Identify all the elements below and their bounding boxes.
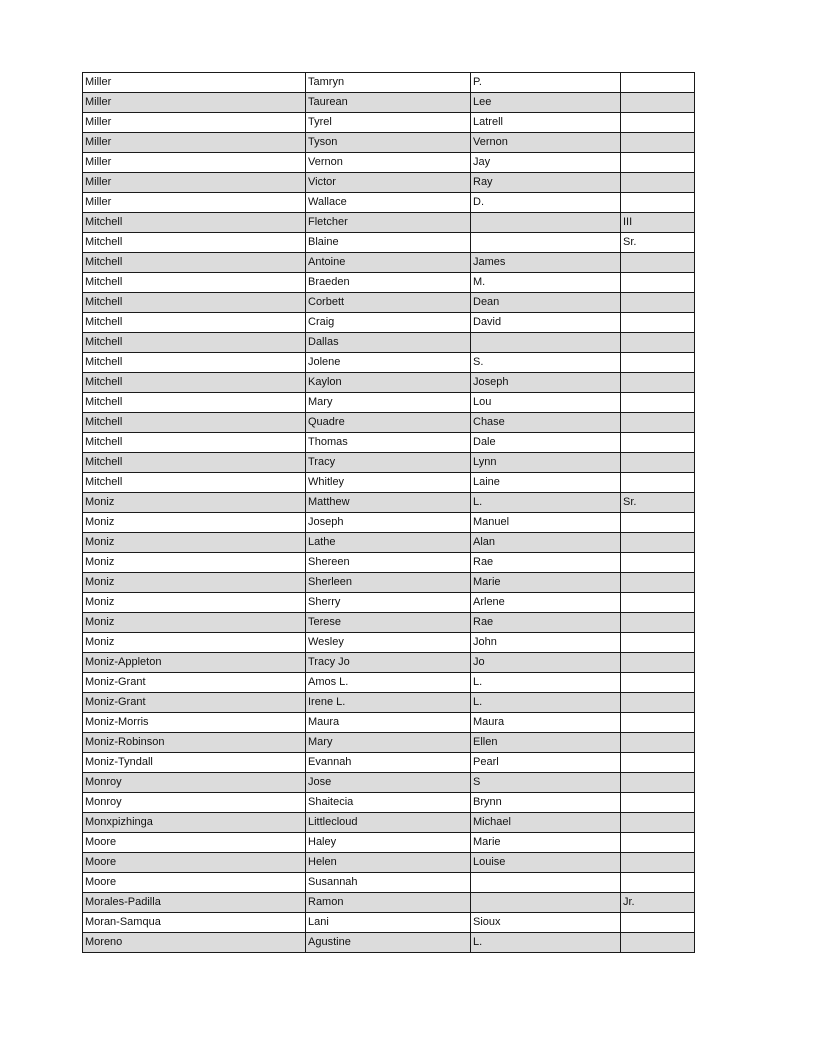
middle-name-cell: Brynn	[471, 793, 621, 813]
first-name-cell: Susannah	[306, 873, 471, 893]
last-name-cell: Miller	[83, 93, 306, 113]
middle-name-cell	[471, 333, 621, 353]
table-row	[83, 313, 695, 333]
suffix-cell: Jr.	[621, 893, 695, 913]
table-row	[83, 173, 695, 193]
table-row	[83, 633, 695, 653]
first-name-cell: Irene L.	[306, 693, 471, 713]
middle-name-cell: Sioux	[471, 913, 621, 933]
middle-name-cell: Alan	[471, 533, 621, 553]
first-name-cell: Wesley	[306, 633, 471, 653]
table-row	[83, 93, 695, 113]
last-name-cell: Mitchell	[83, 373, 306, 393]
suffix-cell	[621, 833, 695, 853]
suffix-cell	[621, 753, 695, 773]
last-name-cell: Miller	[83, 113, 306, 133]
table-row	[83, 613, 695, 633]
suffix-cell: Sr.	[621, 493, 695, 513]
first-name-cell: Shereen	[306, 553, 471, 573]
suffix-cell	[621, 273, 695, 293]
first-name-cell: Thomas	[306, 433, 471, 453]
table-row	[83, 873, 695, 893]
middle-name-cell: Dale	[471, 433, 621, 453]
table-row	[83, 713, 695, 733]
suffix-cell	[621, 293, 695, 313]
last-name-cell: Moniz	[83, 573, 306, 593]
last-name-cell: Miller	[83, 193, 306, 213]
suffix-cell	[621, 873, 695, 893]
middle-name-cell: Ellen	[471, 733, 621, 753]
last-name-cell: Monxpizhinga	[83, 813, 306, 833]
first-name-cell: Tracy	[306, 453, 471, 473]
table-row	[83, 413, 695, 433]
suffix-cell	[621, 793, 695, 813]
table-row	[83, 573, 695, 593]
middle-name-cell: Rae	[471, 553, 621, 573]
middle-name-cell: David	[471, 313, 621, 333]
last-name-cell: Monroy	[83, 793, 306, 813]
last-name-cell: Moniz-Morris	[83, 713, 306, 733]
middle-name-cell	[471, 213, 621, 233]
table-row	[83, 473, 695, 493]
suffix-cell	[621, 153, 695, 173]
last-name-cell: Mitchell	[83, 293, 306, 313]
suffix-cell	[621, 773, 695, 793]
first-name-cell: Blaine	[306, 233, 471, 253]
last-name-cell: Moniz	[83, 493, 306, 513]
middle-name-cell: M.	[471, 273, 621, 293]
table-row	[83, 833, 695, 853]
table-row	[83, 593, 695, 613]
table-row	[83, 333, 695, 353]
first-name-cell: Shaitecia	[306, 793, 471, 813]
first-name-cell: Agustine	[306, 933, 471, 953]
suffix-cell: III	[621, 213, 695, 233]
table-row	[83, 153, 695, 173]
first-name-cell: Taurean	[306, 93, 471, 113]
suffix-cell	[621, 313, 695, 333]
middle-name-cell: Jay	[471, 153, 621, 173]
first-name-cell: Craig	[306, 313, 471, 333]
suffix-cell	[621, 73, 695, 93]
first-name-cell: Tamryn	[306, 73, 471, 93]
suffix-cell	[621, 93, 695, 113]
last-name-cell: Moreno	[83, 933, 306, 953]
first-name-cell: Haley	[306, 833, 471, 853]
suffix-cell	[621, 133, 695, 153]
table-row	[83, 373, 695, 393]
first-name-cell: Quadre	[306, 413, 471, 433]
last-name-cell: Moore	[83, 873, 306, 893]
suffix-cell	[621, 733, 695, 753]
suffix-cell	[621, 713, 695, 733]
last-name-cell: Moniz	[83, 613, 306, 633]
last-name-cell: Miller	[83, 173, 306, 193]
table-row	[83, 733, 695, 753]
first-name-cell: Antoine	[306, 253, 471, 273]
first-name-cell: Tracy Jo	[306, 653, 471, 673]
middle-name-cell: L.	[471, 693, 621, 713]
last-name-cell: Moore	[83, 833, 306, 853]
last-name-cell: Miller	[83, 133, 306, 153]
last-name-cell: Moniz	[83, 553, 306, 573]
first-name-cell: Lani	[306, 913, 471, 933]
suffix-cell	[621, 913, 695, 933]
middle-name-cell: Jo	[471, 653, 621, 673]
last-name-cell: Moore	[83, 853, 306, 873]
table-row	[83, 773, 695, 793]
last-name-cell: Morales-Padilla	[83, 893, 306, 913]
last-name-cell: Mitchell	[83, 393, 306, 413]
table-row	[83, 253, 695, 273]
first-name-cell: Jolene	[306, 353, 471, 373]
first-name-cell: Jose	[306, 773, 471, 793]
last-name-cell: Moniz	[83, 593, 306, 613]
table-row	[83, 393, 695, 413]
first-name-cell: Ramon	[306, 893, 471, 913]
table-row	[83, 73, 695, 93]
last-name-cell: Moniz	[83, 513, 306, 533]
last-name-cell: Mitchell	[83, 413, 306, 433]
first-name-cell: Victor	[306, 173, 471, 193]
table-row	[83, 653, 695, 673]
middle-name-cell: Vernon	[471, 133, 621, 153]
suffix-cell: Sr.	[621, 233, 695, 253]
middle-name-cell: Lynn	[471, 453, 621, 473]
first-name-cell: Amos L.	[306, 673, 471, 693]
first-name-cell: Helen	[306, 853, 471, 873]
suffix-cell	[621, 113, 695, 133]
middle-name-cell	[471, 233, 621, 253]
middle-name-cell: D.	[471, 193, 621, 213]
name-list-table	[82, 72, 695, 953]
middle-name-cell: Maura	[471, 713, 621, 733]
middle-name-cell: Joseph	[471, 373, 621, 393]
table-row	[83, 353, 695, 373]
middle-name-cell: S	[471, 773, 621, 793]
first-name-cell: Terese	[306, 613, 471, 633]
last-name-cell: Mitchell	[83, 213, 306, 233]
suffix-cell	[621, 653, 695, 673]
suffix-cell	[621, 593, 695, 613]
middle-name-cell: Arlene	[471, 593, 621, 613]
middle-name-cell: S.	[471, 353, 621, 373]
middle-name-cell: P.	[471, 73, 621, 93]
first-name-cell: Vernon	[306, 153, 471, 173]
first-name-cell: Tyson	[306, 133, 471, 153]
suffix-cell	[621, 633, 695, 653]
suffix-cell	[621, 553, 695, 573]
middle-name-cell: L.	[471, 673, 621, 693]
table-row	[83, 133, 695, 153]
middle-name-cell	[471, 873, 621, 893]
middle-name-cell: Louise	[471, 853, 621, 873]
last-name-cell: Moniz	[83, 533, 306, 553]
table-row	[83, 893, 695, 913]
middle-name-cell: Lee	[471, 93, 621, 113]
middle-name-cell: Lou	[471, 393, 621, 413]
last-name-cell: Monroy	[83, 773, 306, 793]
table-row	[83, 753, 695, 773]
middle-name-cell: Michael	[471, 813, 621, 833]
suffix-cell	[621, 253, 695, 273]
first-name-cell: Braeden	[306, 273, 471, 293]
table-row	[83, 793, 695, 813]
suffix-cell	[621, 673, 695, 693]
last-name-cell: Moniz-Grant	[83, 673, 306, 693]
last-name-cell: Miller	[83, 73, 306, 93]
last-name-cell: Moniz-Appleton	[83, 653, 306, 673]
table-row	[83, 453, 695, 473]
last-name-cell: Miller	[83, 153, 306, 173]
suffix-cell	[621, 533, 695, 553]
last-name-cell: Mitchell	[83, 233, 306, 253]
first-name-cell: Maura	[306, 713, 471, 733]
first-name-cell: Whitley	[306, 473, 471, 493]
first-name-cell: Littlecloud	[306, 813, 471, 833]
table-row	[83, 513, 695, 533]
middle-name-cell: Ray	[471, 173, 621, 193]
suffix-cell	[621, 333, 695, 353]
first-name-cell: Sherleen	[306, 573, 471, 593]
middle-name-cell: Laine	[471, 473, 621, 493]
last-name-cell: Moran-Samqua	[83, 913, 306, 933]
first-name-cell: Wallace	[306, 193, 471, 213]
last-name-cell: Mitchell	[83, 353, 306, 373]
table-row	[83, 233, 695, 253]
middle-name-cell: Marie	[471, 573, 621, 593]
middle-name-cell: Manuel	[471, 513, 621, 533]
table-row	[83, 693, 695, 713]
middle-name-cell: Latrell	[471, 113, 621, 133]
table-row	[83, 193, 695, 213]
suffix-cell	[621, 433, 695, 453]
middle-name-cell: Marie	[471, 833, 621, 853]
table-row	[83, 113, 695, 133]
last-name-cell: Mitchell	[83, 313, 306, 333]
name-list-body	[83, 73, 695, 953]
suffix-cell	[621, 453, 695, 473]
suffix-cell	[621, 193, 695, 213]
first-name-cell: Fletcher	[306, 213, 471, 233]
middle-name-cell: L.	[471, 933, 621, 953]
last-name-cell: Moniz	[83, 633, 306, 653]
first-name-cell: Sherry	[306, 593, 471, 613]
middle-name-cell: L.	[471, 493, 621, 513]
middle-name-cell: James	[471, 253, 621, 273]
suffix-cell	[621, 513, 695, 533]
middle-name-cell: Pearl	[471, 753, 621, 773]
table-row	[83, 553, 695, 573]
last-name-cell: Moniz-Grant	[83, 693, 306, 713]
suffix-cell	[621, 173, 695, 193]
last-name-cell: Moniz-Tyndall	[83, 753, 306, 773]
last-name-cell: Mitchell	[83, 333, 306, 353]
suffix-cell	[621, 393, 695, 413]
suffix-cell	[621, 933, 695, 953]
suffix-cell	[621, 353, 695, 373]
middle-name-cell	[471, 893, 621, 913]
first-name-cell: Tyrel	[306, 113, 471, 133]
suffix-cell	[621, 693, 695, 713]
suffix-cell	[621, 613, 695, 633]
suffix-cell	[621, 573, 695, 593]
table-row	[83, 493, 695, 513]
table-row	[83, 273, 695, 293]
table-row	[83, 433, 695, 453]
suffix-cell	[621, 853, 695, 873]
last-name-cell: Mitchell	[83, 273, 306, 293]
last-name-cell: Mitchell	[83, 253, 306, 273]
table-row	[83, 813, 695, 833]
suffix-cell	[621, 413, 695, 433]
table-row	[83, 913, 695, 933]
first-name-cell: Dallas	[306, 333, 471, 353]
first-name-cell: Evannah	[306, 753, 471, 773]
first-name-cell: Matthew	[306, 493, 471, 513]
table-row	[83, 213, 695, 233]
table-row	[83, 673, 695, 693]
last-name-cell: Mitchell	[83, 453, 306, 473]
first-name-cell: Kaylon	[306, 373, 471, 393]
middle-name-cell: Rae	[471, 613, 621, 633]
middle-name-cell: John	[471, 633, 621, 653]
last-name-cell: Mitchell	[83, 433, 306, 453]
middle-name-cell: Chase	[471, 413, 621, 433]
first-name-cell: Joseph	[306, 513, 471, 533]
suffix-cell	[621, 813, 695, 833]
table-row	[83, 533, 695, 553]
suffix-cell	[621, 473, 695, 493]
table-row	[83, 853, 695, 873]
first-name-cell: Mary	[306, 393, 471, 413]
table-row	[83, 933, 695, 953]
middle-name-cell: Dean	[471, 293, 621, 313]
last-name-cell: Mitchell	[83, 473, 306, 493]
last-name-cell: Moniz-Robinson	[83, 733, 306, 753]
suffix-cell	[621, 373, 695, 393]
first-name-cell: Corbett	[306, 293, 471, 313]
first-name-cell: Lathe	[306, 533, 471, 553]
table-row	[83, 293, 695, 313]
first-name-cell: Mary	[306, 733, 471, 753]
